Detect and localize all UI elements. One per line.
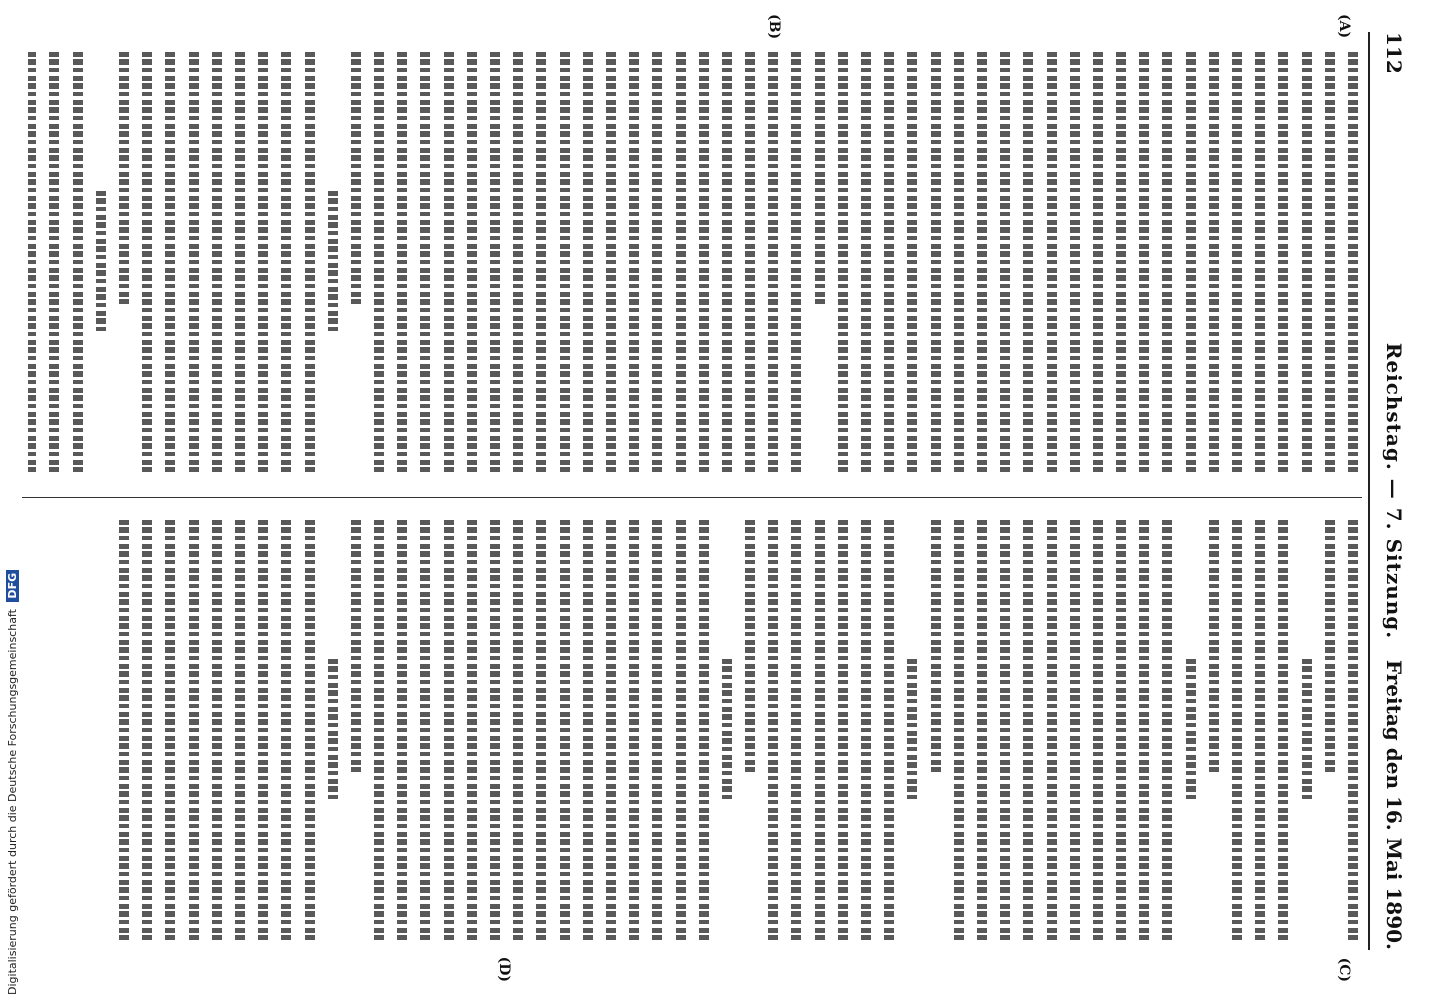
margin-mark-b: (B) [766,14,782,40]
margin-mark-c: (C) [1336,957,1352,982]
footer-text: Digitalisierung gefördert durch die Deutsche Forschungsgemeinschaft [6,609,19,995]
column-divider [22,497,1362,498]
header-rule [1368,32,1370,950]
page-number: 112 [1382,32,1406,74]
text-column-left [28,52,1358,472]
text-column-right [28,520,1358,940]
margin-mark-d: (D) [496,956,512,982]
page-title: Reichstag. — 7. Sitzung. [1382,342,1406,640]
digitization-footer [6,0,19,995]
page-date: Freitag den 16. Mai 1890. [1382,659,1406,950]
margin-mark-a: (A) [1336,14,1352,39]
dfg-logo: DFG [6,570,19,602]
page-header [1366,32,1406,950]
